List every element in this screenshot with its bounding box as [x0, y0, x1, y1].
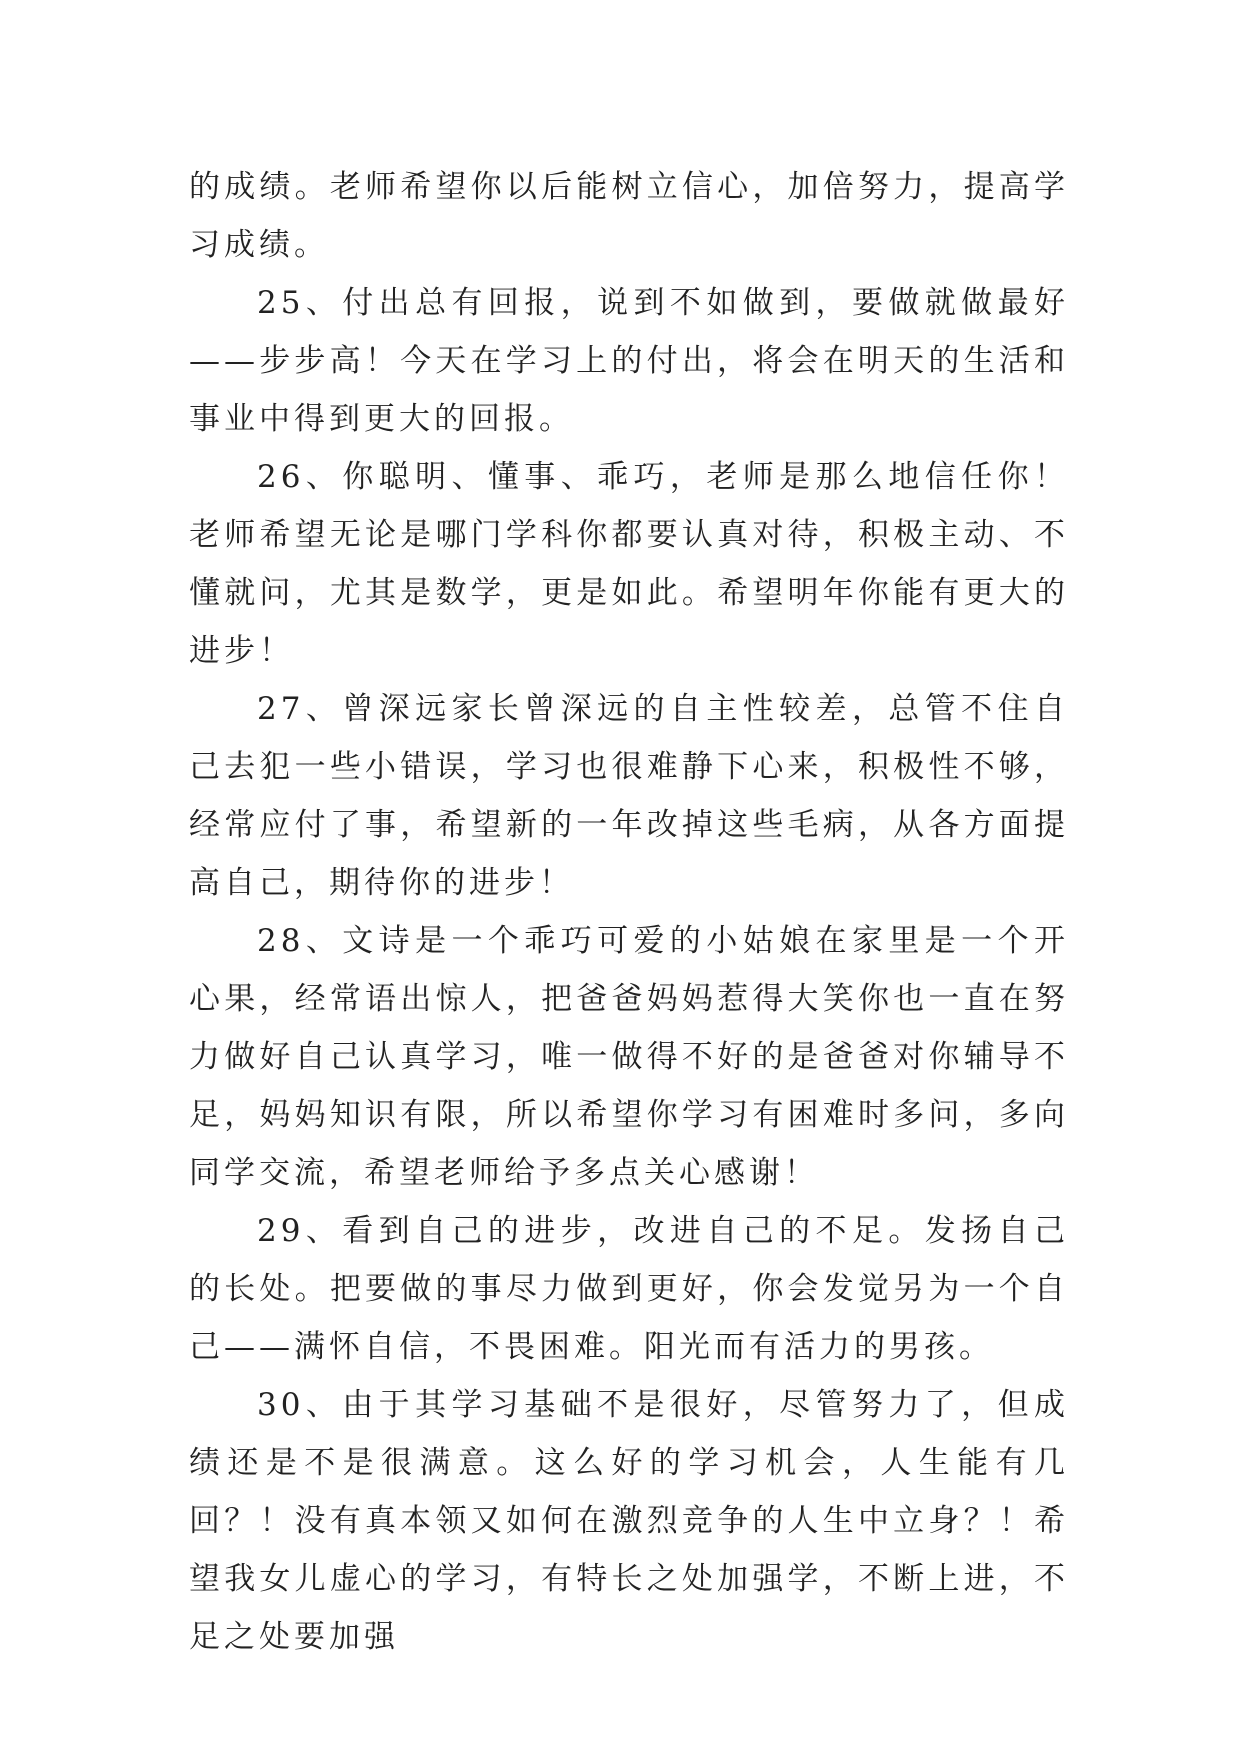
- document-body: [189, 158, 1069, 1666]
- paragraph-28: 28、文诗是一个乖巧可爱的小姑娘在家里是一个开心果，经常语出惊人，把爸爸妈妈惹得大笑你也一直在努力做好自己认真学习，唯一做得不好的是爸爸对你辅导不足，妈妈知识有限，所以希望你学习有困难时多问，多向同学交流，希望老师给予多点关心感谢！: [189, 923, 1069, 1191]
- paragraph-29: 29、看到自己的进步，改进自己的不足。发扬自己的长处。把要做的事尽力做到更好，你会发觉另为一个自己——满怀自信，不畏困难。阳光而有活力的男孩。: [189, 1213, 1069, 1365]
- paragraph-continued: 的成绩。老师希望你以后能树立信心，加倍努力，提高学习成绩。: [189, 169, 1069, 263]
- paragraph-27: 27、曾深远家长曾深远的自主性较差，总管不住自己去犯一些小错误，学习也很难静下心来，积极性不够，经常应付了事，希望新的一年改掉这些毛病，从各方面提高自己，期待你的进步！: [189, 691, 1069, 901]
- paragraph-25: 25、付出总有回报，说到不如做到，要做就做最好——步步高！今天在学习上的付出，将会在明天的生活和事业中得到更大的回报。: [189, 285, 1069, 437]
- paragraph-26: 26、你聪明、懂事、乖巧，老师是那么地信任你！老师希望无论是哪门学科你都要认真对待，积极主动、不懂就问，尤其是数学，更是如此。希望明年你能有更大的进步！: [189, 459, 1069, 669]
- paragraph-30: 30、由于其学习基础不是很好，尽管努力了，但成绩还是不是很满意。这么好的学习机会，人生能有几回？！没有真本领又如何在激烈竞争的人生中立身？！希望我女儿虚心的学习，有特长之处加强学，不断上进，不足之处要加强: [189, 1387, 1069, 1655]
